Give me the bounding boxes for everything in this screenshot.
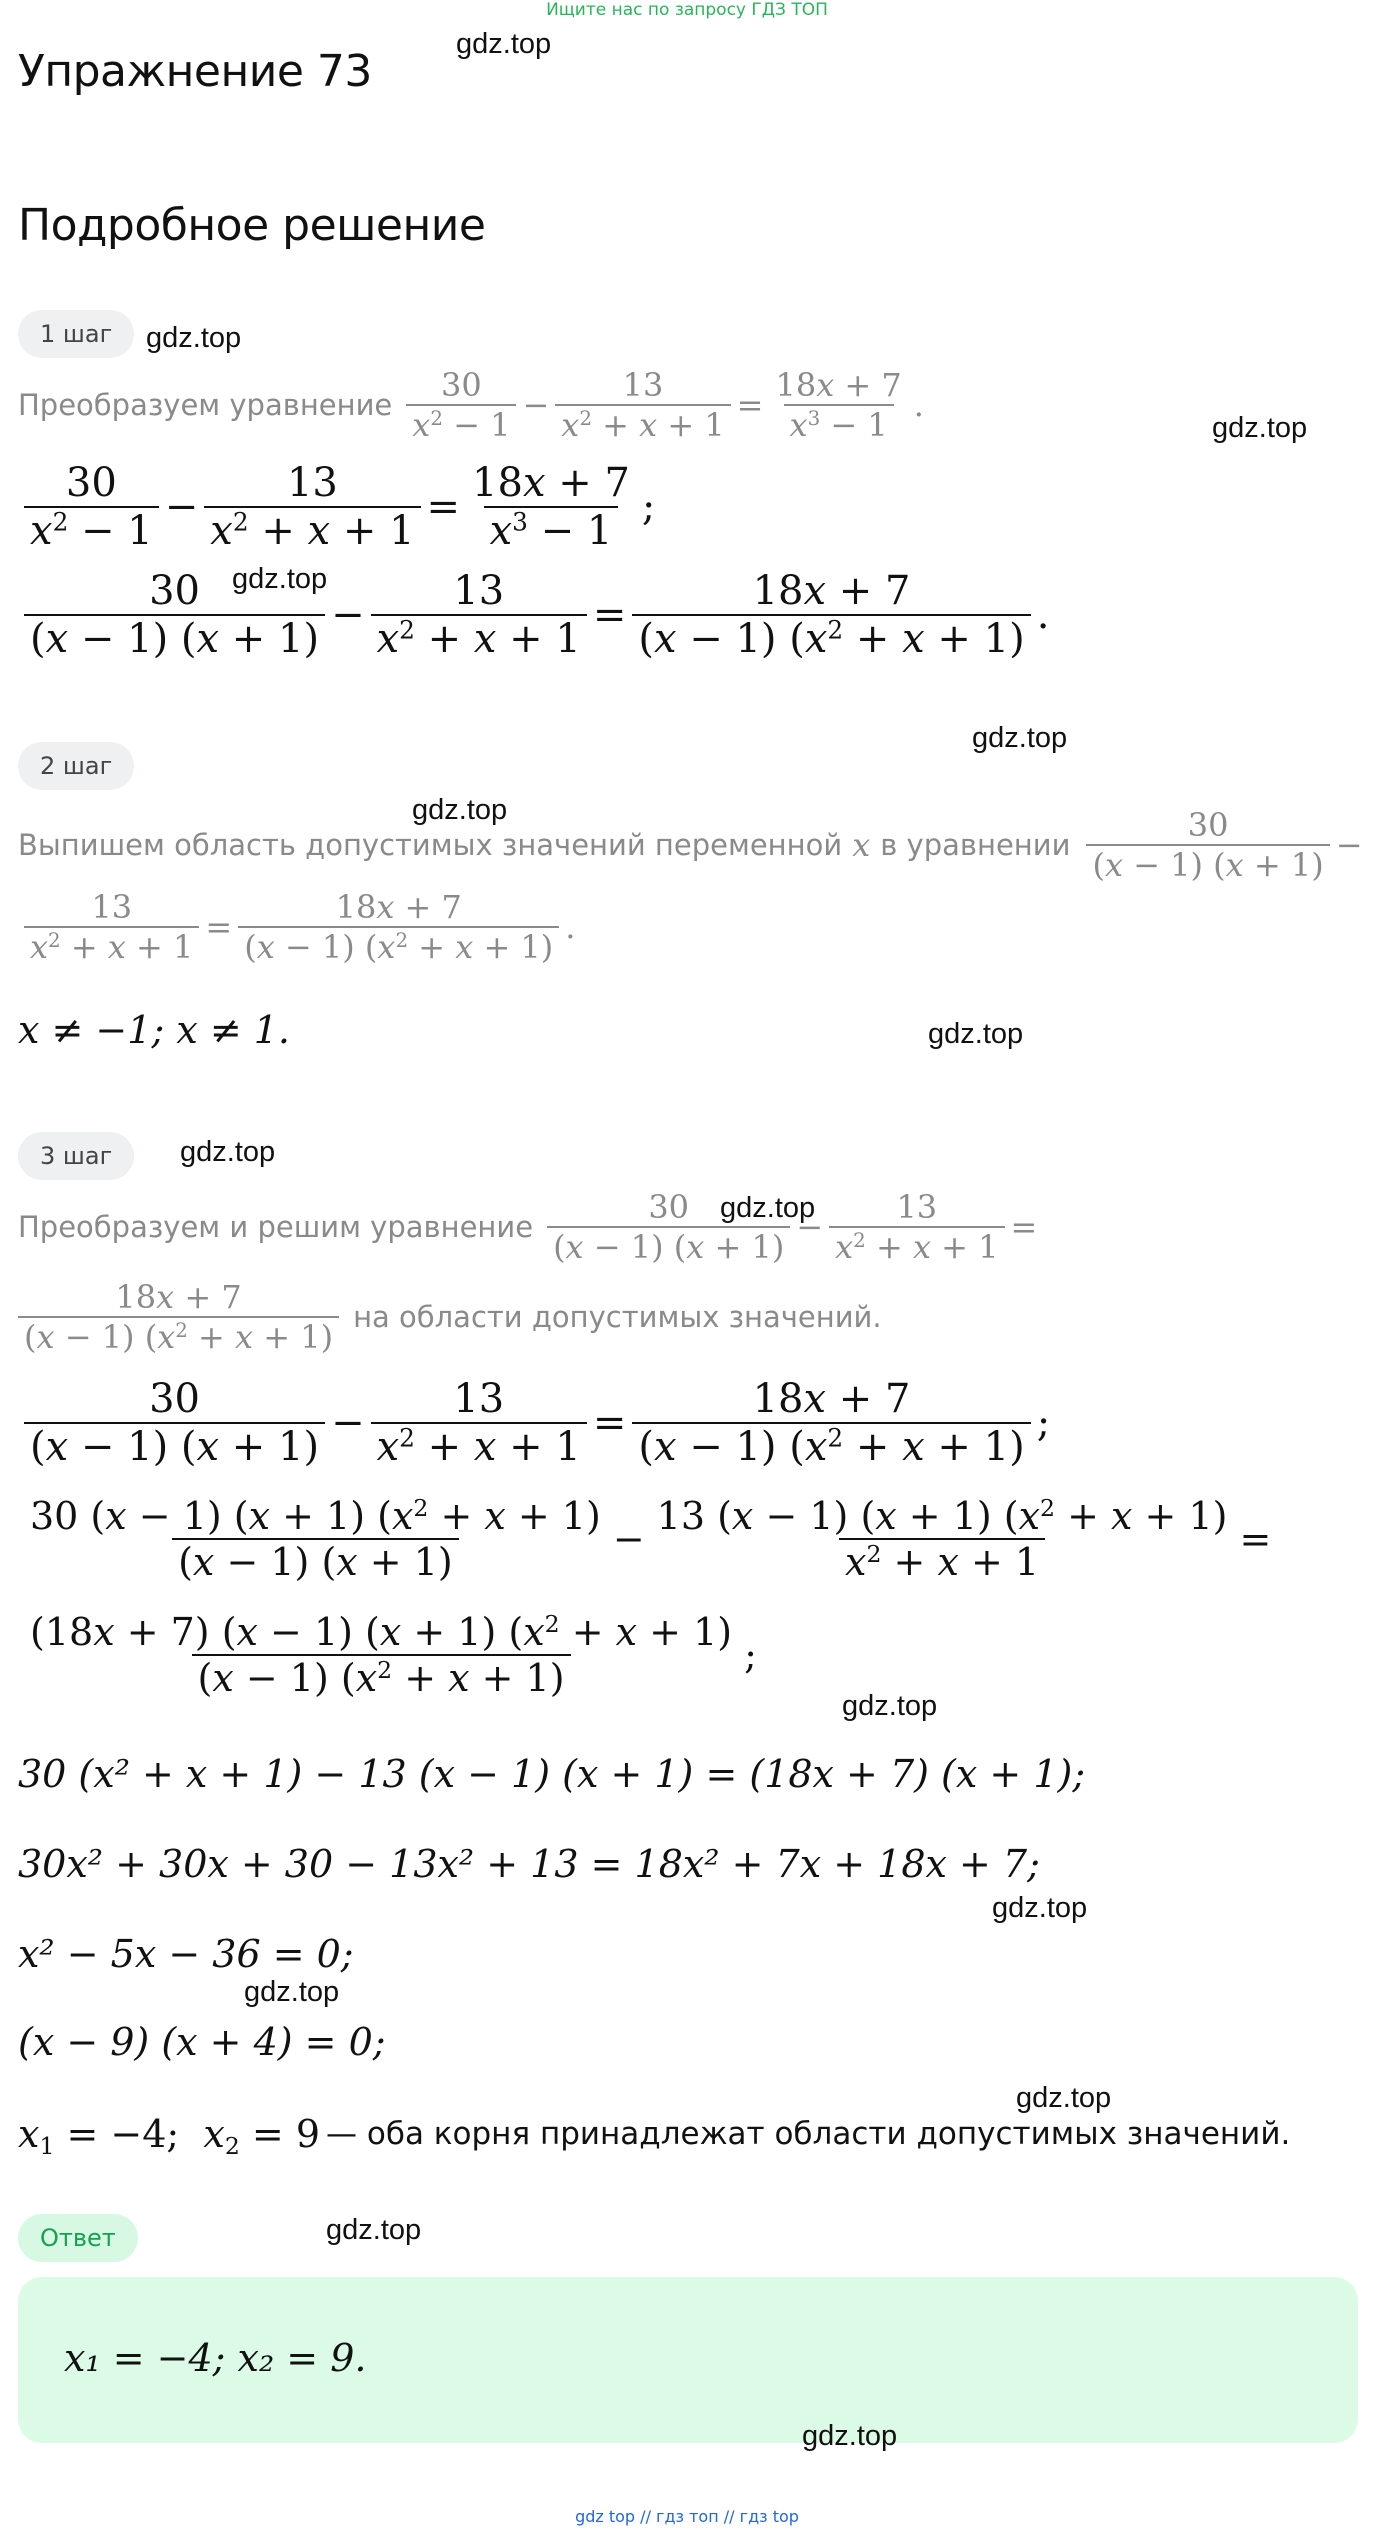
watermark: gdz.top	[326, 2214, 422, 2246]
page-title: Упражнение 73	[18, 46, 372, 97]
watermark: gdz.top	[802, 2420, 898, 2452]
step-2-badge: 2 шаг	[18, 742, 134, 790]
answer-badge: Ответ	[18, 2214, 138, 2262]
step-2-text-b: в уравнении	[880, 828, 1071, 862]
footer-separator: //	[640, 2507, 657, 2526]
watermark: gdz.top	[842, 1690, 938, 1722]
step-3-intro	[18, 1188, 1037, 1266]
step-2-text: Выпишем область допустимых значений переменной	[18, 828, 843, 862]
step-2-result: x ≠ −1; x ≠ 1.	[18, 1008, 291, 1052]
step-3-line-3: $\frac{(18x + 7) (x - 1) (x + 1) (x^2 + x + 1)}{(x - 1) (x^2 + x + 1)}$ ;	[30, 1610, 757, 1700]
footer-links	[0, 2507, 1374, 2526]
step-3-text-b: на области допустимых значений.	[353, 1300, 882, 1334]
equation-inline: $\frac{30}{x^2 - 1}$ − $\frac{13}{x^2 + x + 1}$ = $\frac{18x + 7}{x^3 - 1}$ .	[400, 366, 924, 444]
watermark: gdz.top	[412, 794, 508, 826]
step-3-badge: 3 шаг	[18, 1132, 134, 1180]
step-1-line-1: $\frac{30}{x^2 - 1}$ − $\frac{13}{x^2 + x + 1}$ = $\frac{18x + 7}{x^3 - 1}$ ;	[18, 460, 655, 554]
footer-separator: //	[723, 2507, 740, 2526]
watermark: gdz.top	[1212, 412, 1308, 444]
step-1-badge: 1 шаг	[18, 310, 134, 358]
step-3-line-7: (x − 9) (x + 4) = 0;	[18, 2020, 386, 2064]
step-1-text: Преобразуем уравнение	[18, 388, 393, 422]
step-3-line-1: $\frac{30}{(x - 1) (x + 1)}$ − $\frac{13}{x^2 + x + 1}$ = $\frac{18x + 7}{(x - 1) (x^2 + x + 1)}$ ;	[18, 1376, 1050, 1470]
watermark: gdz.top	[146, 322, 242, 354]
step-3-line-2: $\frac{30 (x - 1) (x + 1) (x^2 + x + 1)}{(x - 1) (x + 1)}$ − $\frac{13 (x - 1) (x + 1) (x^2 + x + 1)}{x^2 + x + 1}$ =	[30, 1494, 1272, 1584]
step-3-conclusion: — оба корня принадлежат области допустимых значений.	[326, 2116, 1291, 2152]
step-3-text: Преобразуем и решим уравнение	[18, 1210, 534, 1244]
watermark: gdz.top	[928, 1018, 1024, 1050]
watermark: gdz.top	[456, 28, 552, 60]
step-3-line-8: $x_1 = -4$; $x_2 = 9$ — оба корня принадлежат области допустимых значений.	[18, 2112, 1291, 2161]
step-3-intro-cont: $\frac{18x + 7}{(x - 1) (x^2 + x + 1)}$ на области допустимых значений.	[18, 1278, 882, 1356]
step-2-intro: Выпишем область допустимых значений переменной x в уравнении $\frac{30}{(x - 1) (x + 1)}$ −	[18, 806, 1363, 884]
watermark: gdz.top	[1016, 2082, 1112, 2114]
step-2-intro-cont: $\frac{13}{x^2 + x + 1}$ = $\frac{18x + 7}{(x - 1) (x^2 + x + 1)}$ .	[18, 888, 575, 966]
equation-inline: $\frac{30}{(x - 1) (x + 1)}$ − $\frac{13}{x^2 + x + 1}$ =	[541, 1188, 1037, 1266]
step-3-line-5: 30x² + 30x + 30 − 13x² + 13 = 18x² + 7x + 18x + 7;	[18, 1842, 1040, 1886]
watermark: gdz.top	[972, 722, 1068, 754]
watermark: gdz.top	[232, 563, 328, 595]
watermark: gdz.top	[992, 1892, 1088, 1924]
step-3-line-6: x² − 5x − 36 = 0;	[18, 1932, 354, 1976]
step-3-line-4: 30 (x² + x + 1) − 13 (x − 1) (x + 1) = (18x + 7) (x + 1);	[18, 1752, 1086, 1796]
equation-inline: $\frac{30}{(x - 1) (x + 1)}$ −	[1080, 806, 1362, 884]
footer-link[interactable]: гдз топ	[656, 2507, 719, 2526]
footer-link[interactable]: gdz top	[575, 2507, 636, 2526]
step-1-line-2: $\frac{30}{(x - 1) (x + 1)}$ − $\frac{13}{x^2 + x + 1}$ = $\frac{18x + 7}{(x - 1) (x^2 + x + 1)}$ .	[18, 568, 1049, 662]
watermark: gdz.top	[244, 1976, 340, 2008]
answer-value: x₁ = −4; x₂ = 9.	[64, 2336, 367, 2380]
watermark: gdz.top	[180, 1136, 276, 1168]
footer-link[interactable]: гдз top	[739, 2507, 799, 2526]
top-banner: Ищите нас по запросу ГДЗ ТОП	[546, 0, 828, 20]
step-1-intro	[18, 366, 924, 444]
watermark: gdz.top	[720, 1192, 816, 1224]
section-title: Подробное решение	[18, 200, 486, 251]
